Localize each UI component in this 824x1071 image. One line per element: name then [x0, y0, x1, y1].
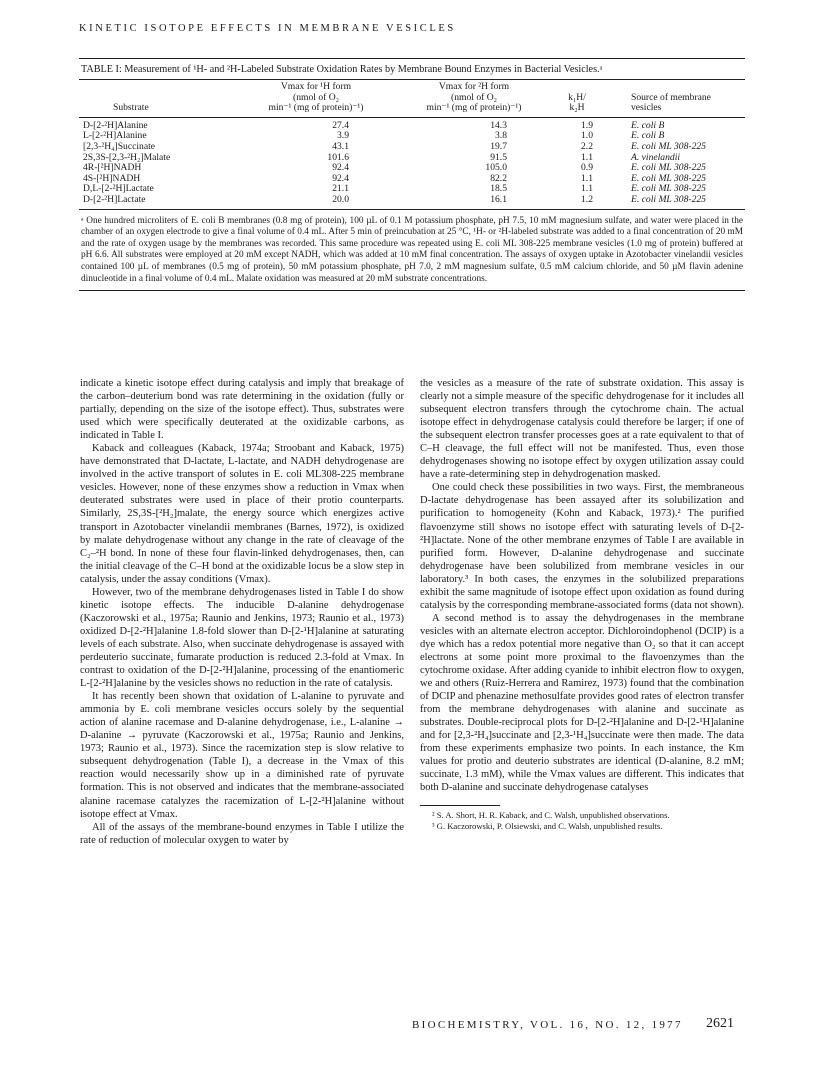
cell-vmax-h2: 16.1 [490, 193, 507, 205]
cell-vmax-h2: 82.2 [490, 172, 507, 184]
paragraph: However, two of the membrane dehydrogenases listed in Table I do show kinetic isotope effects. The inducible D-alanine dehydrogenase (Kaczorowski et al., 1975a; Raunio and Jenkins, 1973; Raunio et al., 1973) oxidized D-[2-²H]alanine 1.8-fold slower than D-[2-¹H]alanine at saturating levels of each substrate. Also, when succinate dehydrogenase is assayed with perdeuterio succinate, fumarate production is reduced 2.3-fold at Vmax. In contrast to oxidation of the D-[2-²H]alanine, processing of the enantiomeric L-[2-²H]alanine by the vesicles shows no reduction in the rate of catalysis. [80, 586, 404, 690]
cell-vmax-h2: 18.5 [490, 183, 507, 195]
table-bottom-rule [79, 290, 745, 291]
cell-source: E. coli B [631, 119, 665, 131]
footnote-3: ³ G. Kaczorowski, P. Olsiewski, and C. Walsh, unpublished results. [432, 820, 663, 831]
data-table [79, 80, 745, 210]
cell-substrate: D,L-[2-²H]Lactate [83, 183, 154, 195]
cell-k-ratio: 1.1 [581, 183, 593, 195]
running-head: KINETIC ISOTOPE EFFECTS IN MEMBRANE VESICLES [79, 23, 456, 34]
table-row [79, 117, 745, 131]
paragraph: indicate a kinetic isotope effect during catalysis and imply that breakage of the carbon–deuterium bond was rate determining in the oxidation (fully or partially, depending on the size of the isotope effect). Thus, substrates were used which were specifically deuterated at the oxidizable carbons, as indicated in Table I. [80, 378, 404, 442]
table-row [79, 142, 745, 153]
cell-source: E. coli ML 308-225 [631, 183, 706, 195]
cell-substrate: 4S-[²H]NADH [83, 172, 141, 184]
cell-k-ratio: 1.1 [581, 151, 593, 163]
table-caption: TABLE I: Measurement of ¹H- and ²H-Labeled Substrate Oxidation Rates by Membrane Bound Enzymes in Bacterial Vesicles.ᵃ [81, 64, 603, 75]
cell-source: E. coli ML 308-225 [631, 140, 706, 152]
cell-k-ratio: 1.0 [581, 130, 593, 142]
cell-source: E. coli ML 308-225 [631, 172, 706, 184]
table-row [79, 195, 745, 209]
col-header-k-ratio: k₁H/ k₂H [568, 91, 586, 114]
journal-footer: BIOCHEMISTRY, VOL. 16, NO. 12, 1977 [412, 1019, 683, 1031]
cell-vmax-h1: 92.4 [332, 162, 349, 174]
cell-k-ratio: 1.2 [581, 193, 593, 205]
paragraph: the vesicles as a measure of the rate of substrate oxidation. This assay is clearly not a simple measure of the specific dehydrogenase for it includes all subsequent electron transfers through the cytochrome chain. The actual isotope effect in dehydrogenase catalysis could therefore be larger; if one of the subsequent electron transfer processes goes at a rate equivalent to that of C–H cleavage, the full effect will not be manifested. Thus, even those dehydrogenases showing no isotope effect by oxygen utilization assay could have a rate-determining step in dehydrogenation masked. [420, 378, 744, 481]
cell-vmax-h1: 3.9 [337, 130, 349, 142]
cell-vmax-h1: 101.6 [327, 151, 349, 163]
left-column [80, 377, 404, 847]
cell-k-ratio: 1.1 [581, 172, 593, 184]
cell-k-ratio: 0.9 [581, 162, 593, 174]
table-body [79, 117, 745, 209]
cell-substrate: D-[2-²H]Alanine [83, 119, 148, 131]
cell-vmax-h2: 19.7 [490, 140, 507, 152]
cell-substrate: L-[2-²H]Alanine [83, 130, 147, 142]
paragraph: All of the assays of the membrane-bound enzymes in Table I utilize the rate of reduction of molecular oxygen to water by [80, 821, 404, 846]
cell-substrate: 4R-[²H]NADH [83, 162, 142, 174]
table-header-row [79, 80, 745, 117]
cell-vmax-h2: 91.5 [490, 151, 507, 163]
page-number: 2621 [706, 1016, 734, 1031]
cell-source: E. coli B [631, 130, 665, 142]
cell-vmax-h2: 105.0 [485, 162, 507, 174]
table-block [79, 58, 745, 291]
col-header-source: Source of membrane vesicles [631, 91, 711, 114]
col-header-vmax-h2: Vmax for ²H form (nmol of O₂ min⁻¹ (mg of protein)⁻¹) [426, 81, 522, 114]
col-header-substrate: Substrate [113, 102, 149, 114]
cell-substrate: [2,3-²H₄]Succinate [83, 140, 156, 152]
cell-k-ratio: 2.2 [581, 140, 593, 152]
table-footnote: ᵃ One hundred microliters of E. coli B membranes (0.8 mg of protein), 100 µL of 0.1 M potassium phosphate, pH 7.5, 10 mM magnesium sulfate, and water were placed in the chamber of an oxygen electrode to give a final volume of 0.4 mL. After 5 min of preincubation at 25 °C, ¹H- or ²H-labeled substrate was added to a final concentration of 20 mM and the rate of oxygen usage by the membranes was recorded. This same procedure was repeated using E. coli ML 308-225 membrane vesicles (1.0 mg of protein) buffered at pH 6.6. All substrates were employed at 20 mM except NADH, which was added at 10 mM final concentration. The assays of oxygen uptake in Azotobacter vinelandii vesicles contained 100 µL of membranes (0.5 mg of protein), 50 mM potassium phosphate, pH 7.0, 2 mM magnesium sulfate, 0.5 mM calcium chloride, and 50 µM flavin adenine dinucleotide in a final volume of 0.4 mL. Malate oxidation was measured at 20 mM substrate concentrations. [81, 215, 743, 284]
col-header-vmax-h1: Vmax for ¹H form (nmol of O₂ min⁻¹ (mg of protein)⁻¹) [268, 81, 364, 114]
cell-vmax-h2: 3.8 [495, 130, 507, 142]
cell-k-ratio: 1.9 [581, 119, 593, 131]
cell-substrate: 2S,3S-[2,3-²H₂]Malate [83, 151, 171, 163]
cell-vmax-h2: 14.3 [490, 119, 507, 131]
right-column [420, 377, 744, 832]
cell-substrate: D-[2-²H]Lactate [83, 193, 146, 205]
paragraph: A second method is to assay the dehydrogenases in the membrane vesicles with an alternate electron acceptor. Dichloroindophenol (DCIP) is a dye which has a redox potential more negative than O₂ so that it can accept electrons at some point more proximal to the flavoenzymes than the cytochrome oxidase. After adding cyanide to inhibit electron flow to oxygen, we and others (Ruiz-Herrera and Ramirez, 1973) found that the combination of DCIP and phenazine methosulfate provides good rates of electron transfer from the membrane dehydrogenases with alanine and succinate as substrates. Double-reciprocal plots for D-[2-²H]alanine and D-[2-¹H]alanine and for [2,3-²H₄]succinate and [2,3-¹H₄]succinate were then made. The data from these experiments emphasize two points. In each instance, the Km values for protio and deuterio substrates are identical (D-alanine, 8.2 mM; succinate, 1.3 mM), while the Vmax values are different. This indicates that both D-alanine and succinate dehydrogenase catalyses [420, 612, 744, 794]
cell-vmax-h1: 20.0 [332, 193, 349, 205]
footnote-rule [420, 805, 500, 806]
footnote-2: ² S. A. Short, H. R. Kaback, and C. Walsh, unpublished observations. [432, 809, 670, 820]
cell-vmax-h1: 21.1 [332, 183, 349, 195]
cell-source: E. coli ML 308-225 [631, 193, 706, 205]
cell-vmax-h1: 92.4 [332, 172, 349, 184]
paragraph: Kaback and colleagues (Kaback, 1974a; Stroobant and Kaback, 1975) have demonstrated that D-lactate, L-lactate, and NADH dehydrogenase are involved in the active transport of solutes in E. coli ML308-225 membrane vesicles. However, none of these enzymes show a reduction in Vmax when deuterated substrates were used in place of their protio counterparts. Similarly, 2S,3S-[²H₂]malate, the energy source which energizes active transport in Azotobacter vinelandii membranes (Barnes, 1972), is oxidized by malate dehydrogenase without any change in the rate of cleavage of the C₂–²H bond. In none of these four flavin-linked dehydrogenases, then, can the initial cleavage of the C–H bond at the oxidizable locus be a slow step in catalysis, under the assay conditions (Vmax). [80, 443, 404, 585]
cell-vmax-h1: 27.4 [332, 119, 349, 131]
cell-source: E. coli ML 308-225 [631, 162, 706, 174]
paragraph: It has recently been shown that oxidation of L-alanine to pyruvate and ammonia by E. coli membrane vesicles occurs solely by the sequential action of alanine racemase and D-alanine dehydrogenase, i.e., L-alanine → D-alanine → pyruvate (Kaczorowski et al., 1975a; Raunio and Jenkins, 1973; Raunio et al., 1973). Since the racemization step is slow relative to subsequent dehydrogenation (Table I), a decrease in the Vmax of this reaction would necessarily show up in a diminished rate of pyruvate formation. This is not observed and indicates that the membrane-associated alanine racemase catalyzes the racemization of L-[2-²H]alanine without isotope effect at Vmax. [80, 691, 404, 820]
paragraph: One could check these possibilities in two ways. First, the membraneous D-lactate dehydrogenase has been assayed after its solubilization and purification to homogeneity (Kohn and Kaback, 1973).² The purified flavoenzyme still shows no isotope effect with saturating levels of D-[2-²H]lactate. None of the other membrane enzymes of Table I are available in purified form. However, D-alanine dehydrogenase and succinate dehydrogenase have been solubilized from membrane vesicles in our laboratory.³ In both cases, the enzymes in the solubilized preparations exhibit the same magnitude of isotope effect upon oxidation as found during catalysis by the corresponding membrane-associated forms (data not shown). [420, 482, 744, 611]
cell-vmax-h1: 43.1 [332, 140, 349, 152]
cell-source: A. vinelandii [631, 151, 681, 163]
